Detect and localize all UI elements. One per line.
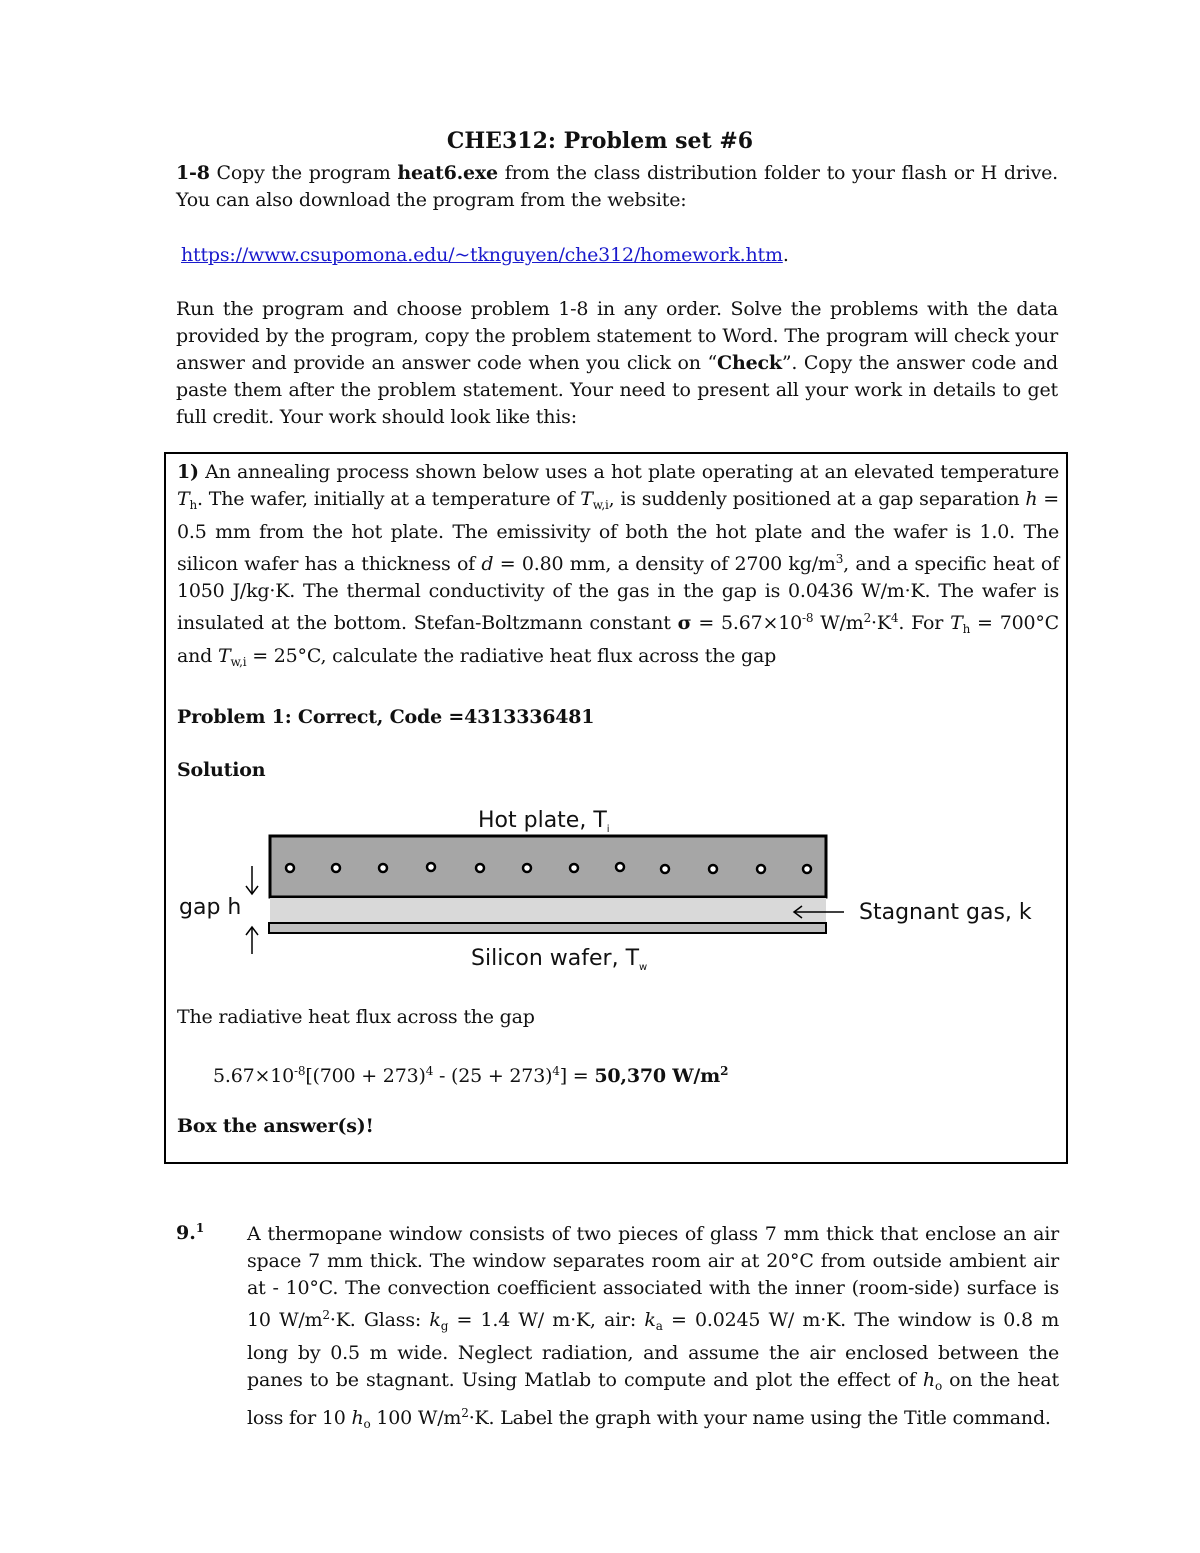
gap-label: gap h [179, 895, 242, 920]
stagnant-gas-label: Stagnant gas, k [859, 900, 1032, 925]
flux-answer: 50,370 W/m [594, 1065, 721, 1087]
flux-intro: The radiative heat flux across the gap [177, 1006, 535, 1028]
example-problem-text: 1) An annealing process shown below uses a hot plate operating at an elevated temperature $T_h$. The wafer, initially at a temperature of $T_{w,i}$, is suddenly positioned at a gap separation h = 0.5 mm from the hot plate. The emissivity of both the hot plate and the wafer is 1.0. The silicon wafer has a thickness of d = 0.80 mm, a density of 2700 $kg/m^3$, and a specific heat of 1050 J/kg·K. The thermal conductivity of the gas in the gap is 0.0436 W/m·K. The wafer is insulated at the bottom. Stefan-Boltzmann constant $\sigma = 5.67\times 10^{-8}$ $W/m^2\cdot K^4$. For $T_h = 700^\circ C$ and $T_{w,i} = 25^\circ C$, calculate the radiative heat flux across the gap [177, 461, 1060, 669]
box-note: Box the answer(s)! [177, 1115, 374, 1137]
gas-gap [270, 898, 826, 922]
q9-text: A thermopane window consists of two pieces of glass 7 mm thick that enclose an air space 7 mm thick. The window separates room air at 20°C from outside ambient air at - 10°C. The convection coefficient associated with the inner (room-side) surface is 10 $W/m^2\cdot K$. Glass: $k_g = 1.4$ W/ m·K, air: $k_a = 0.0245$ W/ m·K. The window is 0.8 m long by 0.5 m wide. Neglect radiation, and assume the air enclosed between the panes to be stagnant. Using Matlab to compute and plot the effect of $h_o$ on the heat loss for 10 $h_o$ 100 $W/m^2\cdot K$. Label the graph with your name using the Title command. [247, 1223, 1060, 1431]
homework-link[interactable]: https://www.csupomona.edu/~tknguyen/che312/homework.htm [181, 244, 783, 266]
program-name: heat6.exe [397, 162, 498, 184]
page-title: CHE312: Problem set #6 [446, 128, 754, 154]
wafer-label: Silicon wafer, $T_w$ [471, 946, 648, 973]
intro-paragraph: 1-8 Copy the program heat6.exe from the class distribution folder to your flash or H drive. You can also download the program from the website: [176, 162, 1058, 211]
annealing-diagram [166, 794, 1066, 984]
gap-arrows [246, 866, 258, 954]
hot-plate [270, 836, 826, 897]
hot-plate-label: Hot plate, $T_i$ [478, 808, 610, 835]
instructions-paragraph: Run the program and choose problem 1-8 in any order. Solve the problems with the data provided by the program, copy the problem statement to Word. The program will check your answer and provide an answer code when you click on “Check”. Copy the answer code and paste them after the problem statement. Your need to present all your work in details to get full credit. Your work should look like this: [176, 298, 1058, 428]
answer-code-line: Problem 1: Correct, Code =4313336481 [177, 706, 595, 728]
flux-equation: $5.67\times 10^{-8}[(700 + 273)^4 - (25 + 273)^4] = 50,370$ $W/m^2$ [213, 1064, 729, 1087]
solution-heading: Solution [177, 759, 266, 781]
silicon-wafer [269, 923, 826, 933]
problem-range: 1-8 [176, 162, 210, 184]
example-box [164, 452, 1068, 1164]
url-line: https://www.csupomona.edu/~tknguyen/che312/homework.htm. [181, 244, 789, 266]
q9-number: 9.$^1$ [176, 1221, 205, 1244]
check-word: Check [717, 352, 782, 374]
